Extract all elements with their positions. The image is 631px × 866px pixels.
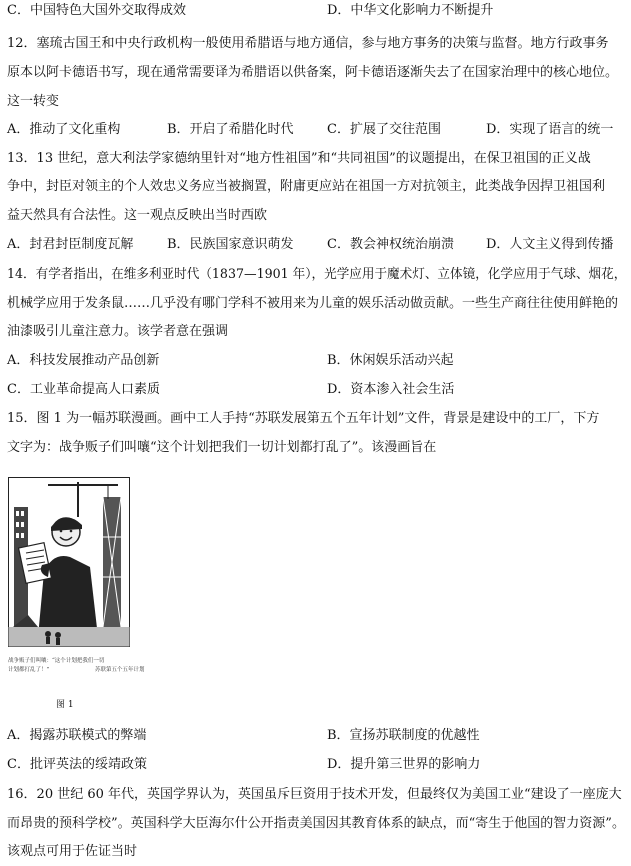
q12-option-c: C．扩展了交往范围 [327,122,441,137]
q13-option-b: B．民族国家意识萌发 [167,237,294,252]
q15-option-c: C．批评英法的绥靖政策 [7,757,147,772]
soviet-cartoon-figure [8,477,130,647]
q14-option-d: D．资本渗入社会生活 [327,382,455,397]
q15-stem-line-2: 文字为：战争贩子们叫嚷“这个计划把我们一切计划都打乱了”。该漫画旨在 [7,440,437,455]
figure-caption-line-1: 战争贩子们叫嚷：“这个计划把我们一切 [8,658,105,664]
q12-option-d: D．实现了语言的统一 [486,122,614,137]
q14-option-c: C．工业革命提高人口素质 [7,382,160,397]
q15-option-b: B．宣扬苏联制度的优越性 [327,728,480,743]
q14-option-b: B．休闲娱乐活动兴起 [327,353,454,368]
q13-stem-line-1: 13．13 世纪，意大利法学家德纳里针对“地方性祖国”和“共同祖国”的议题提出，在保卫祖国的正义战 [7,151,591,166]
q14-option-a: A．科技发展推动产品创新 [7,353,160,368]
q12-stem-line-3: 这一转变 [7,94,60,109]
q15-option-a: A．揭露苏联模式的弊端 [7,728,147,743]
q11-option-c: C．中国特色大国外交取得成效 [7,3,186,18]
q14-stem-line-3: 油漆吸引儿童注意力。该学者意在强调 [7,324,229,339]
q12-stem-line-2: 原本以阿卡德语书写，现在通常需要译为希腊语以供备案，阿卡德语逐渐失去了在国家治理中的核心地位。 [7,65,619,80]
q13-option-a: A．封君封臣制度瓦解 [7,237,134,252]
q14-stem-line-2: 机械学应用于发条鼠……几乎没有哪门学科不被用来为儿童的娱乐活动做贡献。一些生产商往往使用鲜艳的 [7,296,619,311]
q12-option-a: A．推动了文化重构 [7,122,121,137]
q12-option-b: B．开启了希腊化时代 [167,122,294,137]
q16-stem-line-1: 16．20 世纪 60 年代，英国学界认为，英国虽斥巨资用于技术开发，但最终仅为美国工业“建设了一座庞大 [7,787,622,802]
q11-option-d: D．中华文化影响力不断提升 [327,3,494,18]
figure-caption-line-2: 计划都打乱了！” 苏联第五个五年计划 [8,667,145,673]
figure-caption [8,657,145,675]
q16-stem-line-2: 而昂贵的预科学校”。英国科学大臣海尔什公开指责美国因其教育体系的缺点，而“寄生于他国的智力资源”。 [7,816,625,831]
q13-stem-line-3: 益天然具有合法性。这一观点反映出当时西欧 [7,208,268,223]
q13-option-c: C．教会神权统治崩溃 [327,237,454,252]
q15-stem-line-1: 15．图 1 为一幅苏联漫画。画中工人手持“苏联发展第五个五年计划”文件，背景是建设中的工厂，下方 [7,411,600,426]
q12-stem-line-1: 12．塞琉古国王和中央行政机构一般使用希腊语与地方通信，参与地方事务的决策与监督。地方行政事务 [7,36,609,51]
q14-stem-line-1: 14．有学者指出，在维多利亚时代（1837—1901 年），光学应用于魔术灯、立体镜，化学应用于气球、烟花， [7,267,627,282]
figure-label: 图 1 [56,700,74,710]
q16-stem-line-3: 该观点可用于佐证当时 [7,844,138,859]
q13-stem-line-2: 争中，封臣对领主的个人效忠义务应当被搁置，附庸更应站在祖国一方对抗领主，此类战争因捍卫祖国利 [7,179,606,194]
q13-option-d: D．人文主义得到传播 [486,237,614,252]
q15-option-d: D．提升第三世界的影响力 [327,757,481,772]
